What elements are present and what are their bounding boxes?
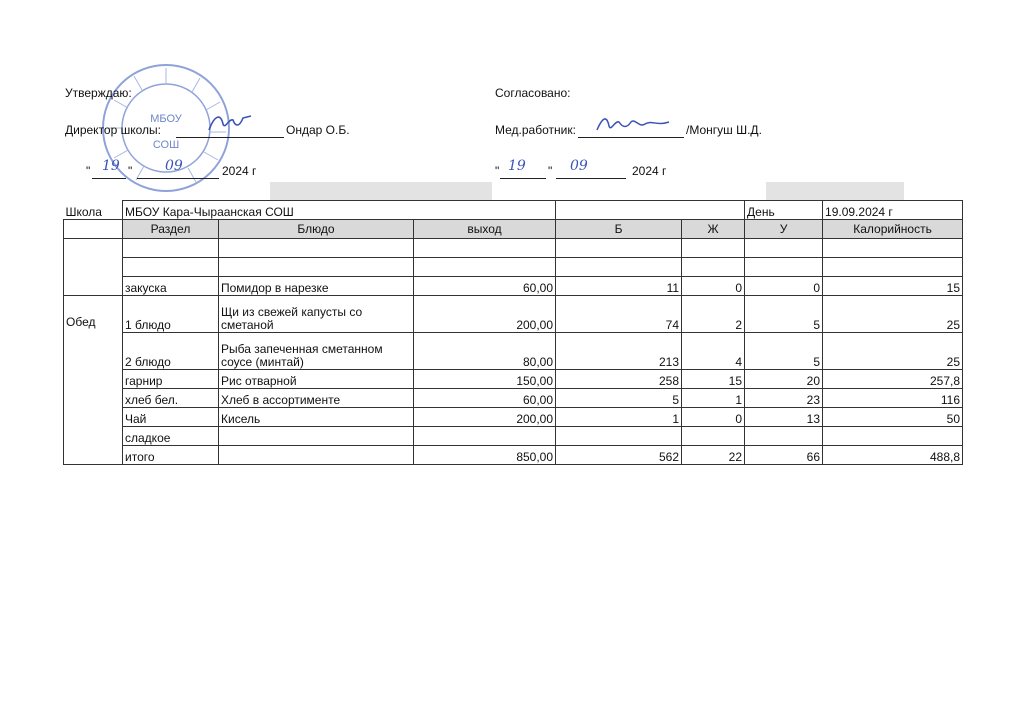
agreed-date-quote-close: ": [548, 164, 553, 178]
approve-name: Ондар О.Б.: [286, 123, 350, 137]
blank-cell: [123, 239, 219, 258]
stamp-text-bottom: СОШ: [152, 139, 180, 151]
table-row: [64, 370, 963, 389]
cell-output: 60,00: [414, 389, 556, 408]
cell-section: закуска: [123, 277, 219, 296]
col-header-output: выход: [414, 220, 556, 239]
stamp-text-top: МБОУ: [150, 113, 182, 125]
table-row: [64, 333, 963, 370]
cell-u: 23: [745, 389, 823, 408]
blank-cell: [123, 258, 219, 277]
cell-b: 1: [556, 408, 682, 427]
col-header-section: Раздел: [123, 220, 219, 239]
approve-date-quote-open: ": [86, 164, 91, 178]
table-row: [64, 258, 963, 277]
cell-zh: 0: [682, 277, 745, 296]
blank-cell: [219, 239, 414, 258]
col-header-kcal: Калорийность: [823, 220, 963, 239]
header-band-left: [270, 182, 492, 200]
header-band-right: [766, 182, 904, 200]
approve-month-line: [137, 178, 219, 179]
col-header-dish: Блюдо: [219, 220, 414, 239]
blank-cell: [414, 258, 556, 277]
agreed-date-quote-open: ": [495, 164, 500, 178]
cell-zh: 2: [682, 296, 745, 333]
col-header-zh: Ж: [682, 220, 745, 239]
approve-year: 2024 г: [222, 164, 257, 178]
cell-output: 80,00: [414, 333, 556, 370]
cell-kcal: 257,8: [823, 370, 963, 389]
header-blank: [64, 220, 123, 239]
agreed-position: Мед.работник:: [495, 123, 576, 137]
cell-zh: 0: [682, 408, 745, 427]
cell-dish: Рис отварной: [219, 370, 414, 389]
approve-position: Директор школы:: [65, 123, 161, 137]
day-value: 19.09.2024 г: [823, 201, 963, 220]
cell-b: 74: [556, 296, 682, 333]
cell-b: 5: [556, 389, 682, 408]
cell-kcal: 116: [823, 389, 963, 408]
blank-cell: [823, 258, 963, 277]
blank-cell: [219, 258, 414, 277]
table-row: [64, 427, 963, 446]
agreed-signature-line: [578, 137, 684, 138]
cell-section: хлеб бел.: [123, 389, 219, 408]
cell-zh: 4: [682, 333, 745, 370]
cell-kcal: 15: [823, 277, 963, 296]
cell-section: сладкое: [123, 427, 219, 446]
cell-output: 60,00: [414, 277, 556, 296]
cell-b: 258: [556, 370, 682, 389]
table-row: [64, 277, 963, 296]
approve-signature-line: [176, 137, 284, 138]
cell-section: итого: [123, 446, 219, 465]
cell-output: 200,00: [414, 296, 556, 333]
blank-cell: [556, 258, 682, 277]
agreed-year: 2024 г: [632, 164, 667, 178]
menu-table: [63, 200, 963, 465]
cell-dish: Кисель: [219, 408, 414, 427]
cell-u: [745, 427, 823, 446]
table-row: [64, 239, 963, 258]
cell-kcal: 488,8: [823, 446, 963, 465]
agreed-signature: [595, 114, 675, 136]
agreed-heading: Согласовано:: [495, 86, 571, 100]
cell-u: 5: [745, 296, 823, 333]
cell-b: [556, 427, 682, 446]
school-name: МБОУ Кара-Чыраанская СОШ: [123, 201, 556, 220]
cell-kcal: 50: [823, 408, 963, 427]
cell-b: 11: [556, 277, 682, 296]
cell-u: 20: [745, 370, 823, 389]
approve-heading: Утверждаю:: [65, 86, 132, 100]
cell-dish: Щи из свежей капусты со сметаной: [219, 296, 414, 333]
agreed-date-month: 09: [570, 158, 588, 174]
cell-kcal: 25: [823, 333, 963, 370]
cell-b: 213: [556, 333, 682, 370]
cell-dish: Хлеб в ассортименте: [219, 389, 414, 408]
cell-section: 2 блюдо: [123, 333, 219, 370]
agreed-day-line: [500, 178, 546, 179]
approve-date-month: 09: [165, 158, 183, 174]
cell-zh: 22: [682, 446, 745, 465]
blank-cell: [682, 258, 745, 277]
cell-dish: [219, 446, 414, 465]
agreed-name: /Монгуш Ш.Д.: [686, 123, 762, 137]
col-header-b: Б: [556, 220, 682, 239]
blank-cell: [64, 277, 123, 296]
cell-b: 562: [556, 446, 682, 465]
table-row: [64, 389, 963, 408]
cell-section: 1 блюдо: [123, 296, 219, 333]
cell-section: гарнир: [123, 370, 219, 389]
agreed-date-day: 19: [508, 158, 526, 174]
table-row: [64, 408, 963, 427]
blank-cell: [745, 239, 823, 258]
cell-dish: Помидор в нарезке: [219, 277, 414, 296]
approve-signature: [205, 110, 265, 136]
meal-label: Обед: [64, 296, 123, 465]
cell-kcal: 25: [823, 296, 963, 333]
table-row: [64, 446, 963, 465]
cell-u: 5: [745, 333, 823, 370]
blank-cell: [823, 239, 963, 258]
blank-cell: [556, 239, 682, 258]
cell-zh: [682, 427, 745, 446]
school-spacer: [556, 201, 745, 220]
approve-day-line: [92, 178, 126, 179]
day-label: День: [745, 201, 823, 220]
approve-date-quote-close: ": [128, 164, 133, 178]
agreed-month-line: [556, 178, 626, 179]
cell-kcal: [823, 427, 963, 446]
cell-dish: [219, 427, 414, 446]
cell-output: 850,00: [414, 446, 556, 465]
blank-cell: [682, 239, 745, 258]
approve-date-day: 19: [102, 158, 120, 174]
table-row: [64, 296, 963, 333]
cell-u: 13: [745, 408, 823, 427]
blank-cell: [414, 239, 556, 258]
cell-section: Чай: [123, 408, 219, 427]
blank-cell: [64, 239, 123, 277]
cell-u: 0: [745, 277, 823, 296]
school-label: Школа: [65, 205, 102, 219]
blank-cell: [745, 258, 823, 277]
cell-output: [414, 427, 556, 446]
cell-output: 150,00: [414, 370, 556, 389]
col-header-u: У: [745, 220, 823, 239]
cell-zh: 1: [682, 389, 745, 408]
cell-zh: 15: [682, 370, 745, 389]
cell-dish: Рыба запеченная сметанном соусе (минтай): [219, 333, 414, 370]
cell-u: 66: [745, 446, 823, 465]
cell-output: 200,00: [414, 408, 556, 427]
